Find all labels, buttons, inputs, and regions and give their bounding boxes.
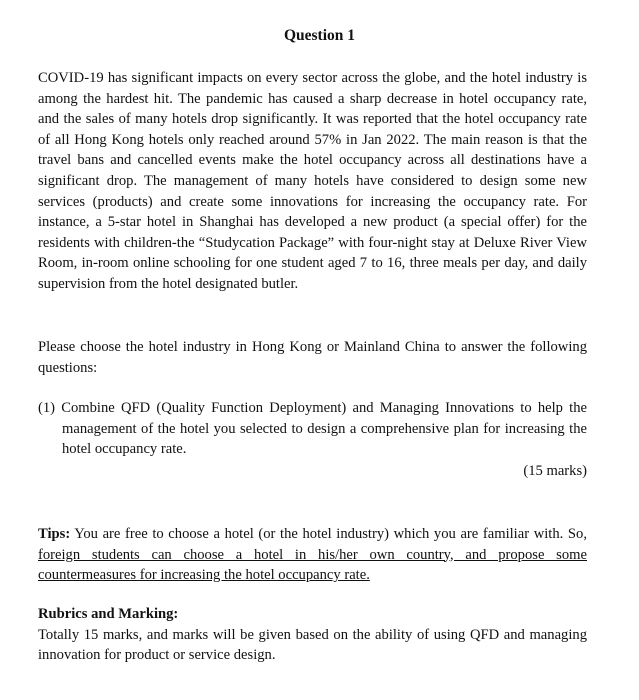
rubrics-heading: Rubrics and Marking: — [38, 606, 179, 622]
tips-text: You are free to choose a hotel (or the hotel industry) which you are familiar with. So, — [70, 526, 587, 542]
marks-label: (15 marks) — [523, 463, 587, 479]
tips-label: Tips: — [38, 526, 71, 542]
intro-paragraph: COVID-19 has significant impacts on every sector across the globe, and the hotel industry is among the hardest hit. The pandemic has caused a sharp decrease in hotel occupancy rate, and the sales of many hotels drop significantly. It was reported that the hotel occupancy rate of all Hong Kong hotels only reached around 57% in Jan 2022. The main reason is that the travel bans and cancelled events make the hotel occupancy across all destinations have a significant drop. The management of many hotels have considered to design some new services (products) and create some innovations for increasing the occupancy rate. For instance, a 5-star hotel in Shanghai has developed a new product (a special offer) for the residents with children-the “Studycation Package” with four-night stay at Deluxe River View Room, in-room online schooling for one student aged 7 to 16, three meals per day, and daily supervision from the hotel designated butler. — [38, 70, 587, 292]
tips-paragraph — [38, 524, 587, 586]
question-title: Question 1 — [283, 27, 356, 44]
rubrics-text: Totally 15 marks, and marks will be given based on the ability of using QFD and managing innovation for product or service design. — [38, 626, 587, 664]
rubrics-section — [38, 604, 587, 666]
tips-underlined-text: foreign students can choose a hotel in his/her own country, and propose some countermeasures for increasing the hotel occupancy rate. — [38, 546, 587, 584]
question-item-1: (1) Combine QFD (Quality Function Deployment) and Managing Innovations to help the management of the hotel you selected to design a comprehensive plan for increasing the hotel occupancy rate. — [38, 400, 587, 458]
instruction-paragraph: Please choose the hotel industry in Hong Kong or Mainland China to answer the following questions: — [38, 339, 587, 376]
